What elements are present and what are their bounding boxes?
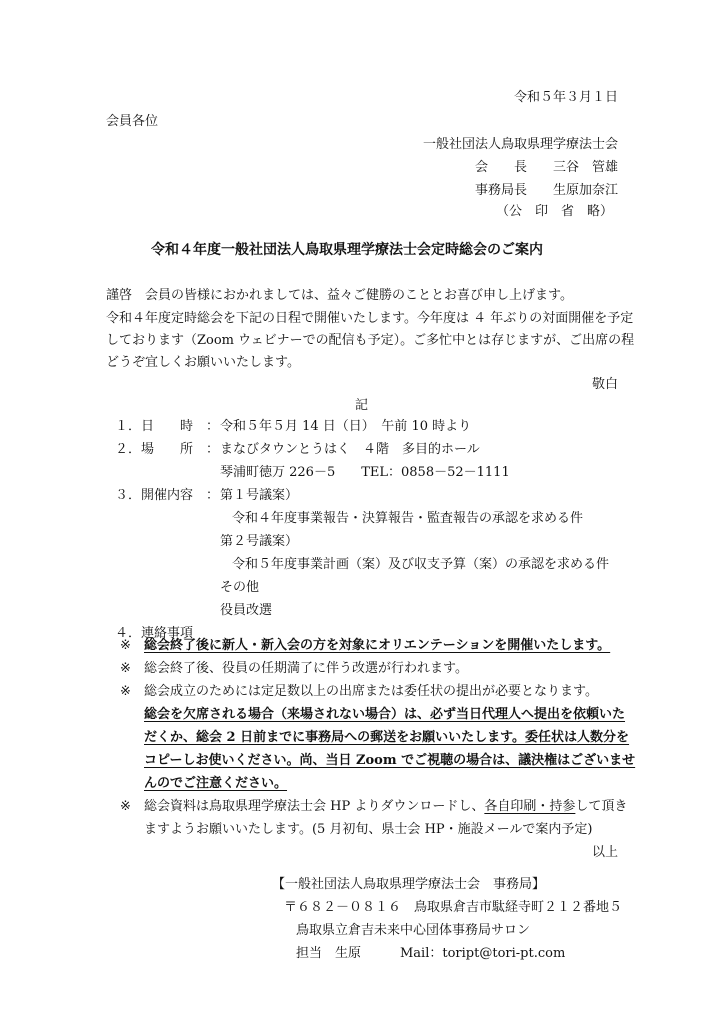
- note-materials-text: 総会資料は鳥取県理学療法士会 HP よりダウンロードし、: [144, 799, 485, 814]
- note-materials: [144, 798, 627, 816]
- body-line: 謹啓 会員の皆様におかれましては、益々ご健勝のこととお喜び申し上げます。: [106, 288, 573, 303]
- place-label: ２．場 所 ：: [115, 442, 220, 457]
- note-proxy-line: だくか、総会 2 日前までに事務局への郵送をお願いいたします。委任状は人数分を: [144, 730, 630, 745]
- note-quorum: 総会成立のためには定足数以上の出席または委任状の提出が必要となります。: [144, 684, 598, 699]
- place-value: まなびタウンとうはく ４階 多目的ホール: [220, 442, 480, 457]
- sender-president: 会 長 三谷 管雄: [474, 160, 618, 175]
- document-date: 令和５年３月１日: [513, 90, 618, 105]
- office-contact: 担当 生原 Mail：toript@tori-pt.com: [296, 946, 566, 961]
- agenda-2-title: 第２号議案）: [220, 534, 299, 549]
- office-salon: 鳥取県立倉吉未来中心団体事務局サロン: [296, 923, 531, 938]
- note-election: 総会終了後、役員の任期満了に伴う改選が行われます。: [144, 661, 468, 676]
- body-line: どうぞ宜しくお願いいたします。: [106, 355, 300, 370]
- note-mark: ※: [120, 684, 131, 699]
- note-proxy-line: んのでご注意ください。: [144, 776, 288, 791]
- agenda-1-detail: 令和４年度事業報告・決算報告・監査報告の承認を求める件: [232, 511, 584, 526]
- body-line: しております（Zoom ウェビナーでの配信も予定）。ご多忙中とは存じますが、ご出席の程: [106, 333, 635, 348]
- agenda-other: その他: [220, 580, 260, 595]
- contact-items-label: ４．連絡事項: [115, 626, 194, 641]
- note-materials-text-end: して頂き: [575, 799, 628, 814]
- note-proxy-line: 総会を欠席される場合（来場されない場合）は、必ず当日代理人へ提出を依頼いた: [144, 707, 626, 722]
- office-heading: 【一般社団法人鳥取県理学療法士会 事務局】: [272, 877, 546, 892]
- content-label: ３．開催内容 ：: [115, 488, 220, 503]
- note-mark: ※: [120, 661, 131, 676]
- note-mark: ※: [120, 638, 131, 653]
- note-orientation: 総会終了後に新人・新入会の方を対象にオリエンテーションを開催いたします。: [144, 638, 611, 653]
- agenda-2-detail: 令和５年度事業計画（案）及び収支予算（案）の承認を求める件: [232, 557, 610, 572]
- ki-heading: 記: [355, 398, 369, 413]
- date-label: １．日 時 ：: [115, 419, 220, 434]
- note-mark: ※: [120, 799, 131, 814]
- seal-omitted-note: （公 印 省 略）: [495, 204, 613, 219]
- note-proxy-line: コピーしお使いください。尚、当日 Zoom でご視聴の場合は、議決権はございませ: [144, 753, 636, 768]
- document-title: 令和４年度一般社団法人鳥取県理学療法士会定時総会のご案内: [151, 242, 543, 258]
- note-materials-underlined: 各自印刷・持参: [484, 799, 576, 814]
- closing-ijou: 以上: [591, 845, 618, 860]
- agenda-1-title: 第１号議案）: [220, 488, 299, 503]
- recipient: 会員各位: [106, 114, 159, 129]
- sender-secretary: 事務局長 生原加奈江: [474, 183, 618, 198]
- place-address: 琴浦町徳万 226－5 TEL：0858－52－1111: [220, 465, 510, 480]
- sender-organization: 一般社団法人鳥取県理学療法士会: [422, 137, 618, 152]
- agenda-other-detail: 役員改選: [220, 603, 273, 618]
- note-materials-continued: ますようお願いいたします。(5 月初旬、県士会 HP・施設メールで案内予定): [144, 822, 593, 837]
- date-value: 令和５年５月 14 日（日） 午前 10 時より: [220, 419, 472, 434]
- closing-keihaku: 敬白: [591, 377, 618, 392]
- body-line: 令和４年度定時総会を下記の日程で開催いたします。今年度は ４ 年ぶりの対面開催を予定: [106, 311, 634, 326]
- office-address: 〒６８２－０８１６ 鳥取県倉吉市駄経寺町２１２番地５: [284, 900, 623, 915]
